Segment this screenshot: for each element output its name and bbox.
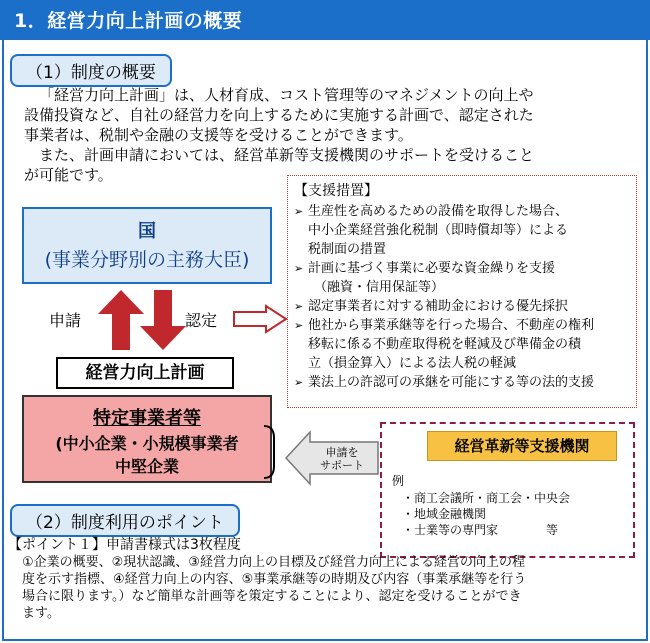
- section1-para1: [24, 85, 534, 145]
- support-right-arrow-icon: [232, 304, 288, 334]
- org-item: ・士業等の専門家 等: [402, 523, 559, 537]
- point1-heading: 【ポイント１】申請書様式は3枚程度: [8, 537, 241, 553]
- specified-business-box: [22, 395, 272, 483]
- support-item-line: 業法上の許認可の承継を可能にする等の法的支援: [308, 375, 595, 390]
- support-arrow-line: サポート: [320, 459, 364, 472]
- org-list: [402, 490, 570, 538]
- bullet-arrow-icon: ➢: [294, 262, 304, 275]
- support-heading: 【支援措置】: [294, 183, 378, 199]
- certify-label: 認定: [185, 311, 218, 330]
- business-sub2: 中堅企業: [114, 457, 179, 476]
- para1-line: 事業者は、税制や金融の支援等を受けることができます。: [24, 126, 413, 144]
- bullet-arrow-icon: ➢: [294, 319, 304, 332]
- support-item-line: 生産性を高めるための設備を取得した場合、: [308, 204, 569, 219]
- support-item: [294, 316, 634, 373]
- support-item-line: 計画に基づく事業に必要な資金繰りを支援: [308, 261, 556, 276]
- para1-line: 「経営力向上計画」は、人材育成、コスト管理等のマネジメントの向上や: [39, 86, 534, 104]
- support-item-line: （融資・信用保証等）: [314, 280, 445, 295]
- apply-up-arrow-icon: [98, 290, 144, 350]
- support-item: [294, 373, 634, 392]
- certify-down-arrow-icon: [140, 290, 186, 350]
- plan-label: 経営力向上計画: [56, 357, 234, 389]
- national-government-box: [22, 207, 272, 284]
- point-line: ①企業の概要、②現状認識、③経営力向上の目標及び経営力向上による経営の向上の程: [22, 555, 525, 570]
- business-title-text: 特定事業者等: [93, 408, 201, 429]
- support-item-line: 中小企業経営強化税制（即時償却等）による: [308, 223, 569, 238]
- section2-label: （2）制度利用のポイント: [10, 504, 240, 537]
- bullet-arrow-icon: ➢: [294, 376, 304, 389]
- support-item-line: 立（損金算入）による法人税の軽減: [308, 356, 517, 371]
- point-line: ます。: [22, 606, 60, 621]
- point1-body: [22, 554, 632, 622]
- apply-label: 申請: [49, 311, 82, 330]
- support-item-line: 他社から事業承継等を行った場合、不動産の権利: [308, 318, 595, 333]
- org-item: ・商工会議所・商工会・中央会: [402, 491, 571, 505]
- support-arrow-line: 申請を: [325, 446, 359, 459]
- org-example-label: 例: [392, 474, 405, 488]
- point-line: 度を示す指標、④経営力向上の内容、⑤事業承継等の時期及び内容（事業承継等を行う: [22, 572, 527, 587]
- support-item-line: 移転に係る不動産取得税を軽減及び準備金の積: [308, 337, 582, 352]
- nation-title: 国: [138, 221, 156, 242]
- support-measures-box: [287, 175, 637, 408]
- bracket-right-icon: [262, 424, 276, 480]
- business-title: [24, 404, 270, 430]
- nation-subtitle: (事業分野別の主務大臣): [44, 249, 250, 271]
- support-item: [294, 297, 634, 316]
- bullet-arrow-icon: ➢: [294, 205, 304, 218]
- bullet-arrow-icon: ➢: [294, 300, 304, 313]
- support-arrow-text: [312, 446, 372, 472]
- support-item-line: 税制面の措置: [308, 242, 387, 257]
- support-list: [294, 202, 634, 392]
- section1-label: （1）制度の概要: [10, 54, 172, 87]
- page-title: 1．経営力向上計画の概要: [14, 10, 243, 32]
- para2-line: が可能です。: [24, 166, 113, 184]
- point-line: 場合に限ります。）など簡単な計画等を策定することにより、認定を受けることができ: [22, 589, 522, 604]
- support-item: [294, 259, 634, 297]
- para2-line: また、計画申請においては、経営革新等支援機関のサポートを受けること: [39, 146, 535, 164]
- support-item-line: 認定事業者に対する補助金における優先採択: [308, 299, 569, 314]
- business-sub1: (中小企業・小規模事業者: [55, 434, 239, 453]
- org-heading: 経営革新等支援機関: [427, 431, 617, 461]
- support-item: [294, 202, 634, 259]
- title-bar: [0, 0, 650, 40]
- para1-line: 設備投資など、自社の経営力を向上するために実施する計画で、認定された: [24, 106, 534, 124]
- org-item: ・地域金融機関: [402, 507, 487, 521]
- support-organization-box: [380, 422, 635, 558]
